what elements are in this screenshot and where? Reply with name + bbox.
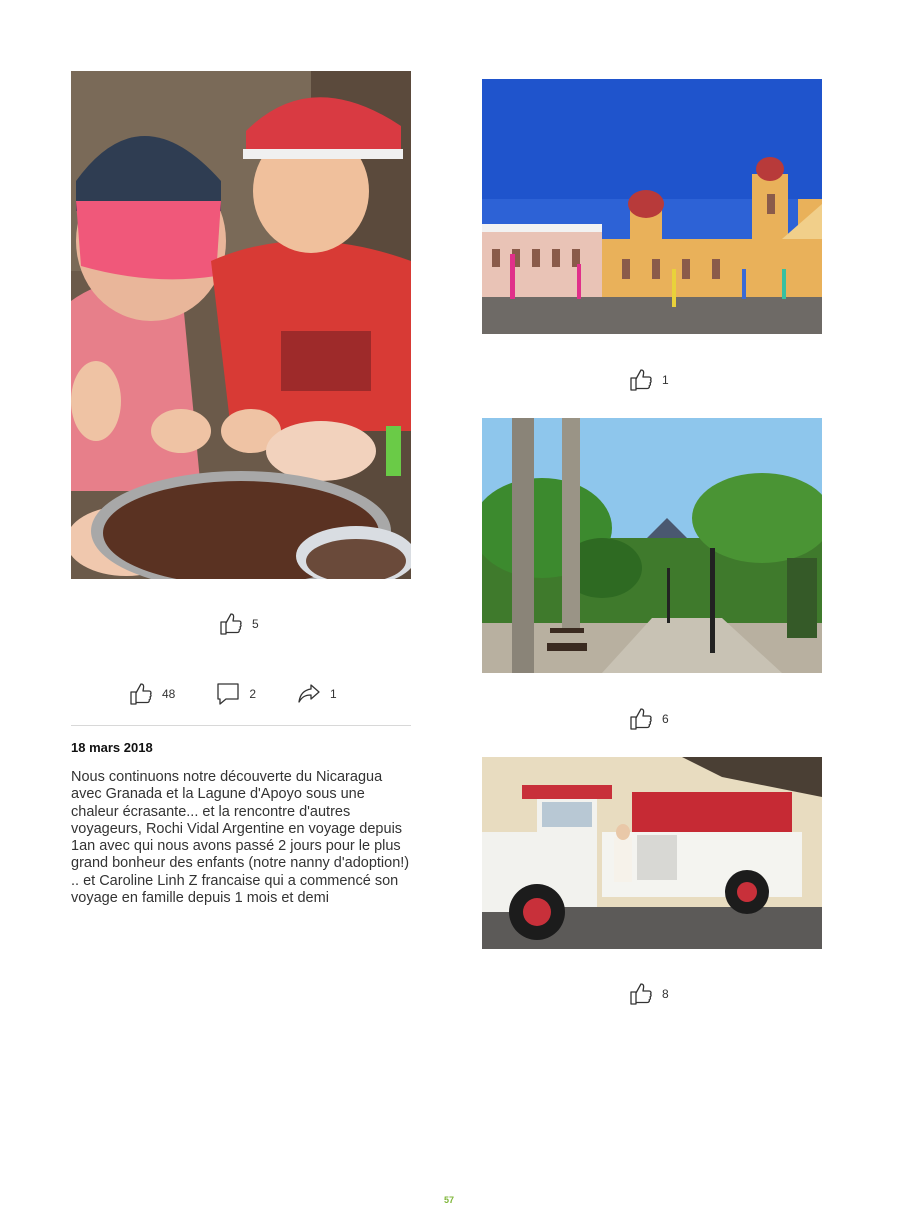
share-arrow-icon — [296, 681, 322, 707]
cathedral-photo-likes — [628, 367, 669, 393]
thumbs-up-icon[interactable] — [628, 706, 654, 732]
post-comments[interactable] — [215, 681, 256, 707]
thumbs-up-icon[interactable] — [628, 981, 654, 1007]
park-photo-likes — [628, 706, 669, 732]
post-likes[interactable] — [128, 681, 175, 707]
cathedral-photo — [482, 79, 822, 334]
post-shares[interactable] — [296, 681, 337, 707]
like-count: 8 — [662, 987, 669, 1001]
post-share-count: 1 — [330, 687, 337, 701]
post-date: 18 mars 2018 — [71, 740, 153, 755]
page-number: 57 — [443, 1195, 454, 1205]
like-count: 1 — [662, 373, 669, 387]
post-like-count: 48 — [162, 687, 176, 701]
post-text: Nous continuons notre découverte du Nicaragua avec Granada et la Lagune d'Apoyo sous une chaleur écrasante... et la rencontre d'autres voyageurs, Rochi Vidal Argentine en voyage depuis 1an avec qui nous avons passé 2 jours pour le plus grand bonheur des enfants (notre nanny d'adoption!) .. et Caroline Linh Z francaise qui a commencé son voyage en famille depuis 1 mois et demi — [71, 769, 410, 907]
firetruck-photo — [482, 757, 822, 949]
divider — [71, 725, 411, 726]
thumbs-up-icon — [128, 681, 154, 707]
thumbs-up-icon[interactable] — [218, 611, 244, 637]
like-count: 5 — [252, 617, 259, 631]
like-count: 6 — [662, 712, 669, 726]
firetruck-photo-likes — [628, 981, 669, 1007]
kids-photo — [71, 71, 411, 579]
post-comment-count: 2 — [249, 687, 257, 701]
post-stats — [128, 681, 377, 707]
speech-bubble-icon — [215, 681, 241, 707]
thumbs-up-icon[interactable] — [628, 367, 654, 393]
park-photo — [482, 418, 822, 673]
kids-photo-likes — [218, 611, 259, 637]
